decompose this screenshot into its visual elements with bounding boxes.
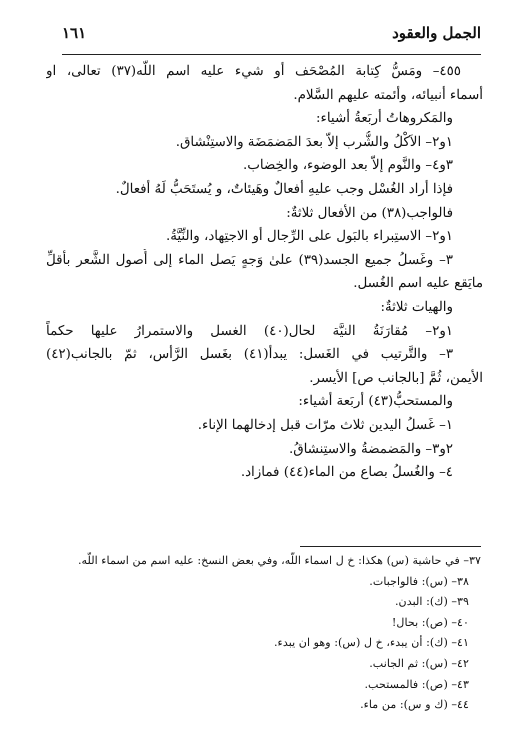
- footnote: ٣٩– (ك): البدن.: [395, 595, 469, 609]
- text-line: والمستحبُّ(٤٣) أربَعة أشياء:: [298, 394, 453, 410]
- text-line: ١و٢– الاَكْلُ والشُّرب إلاّ بعدَ المَضمَضَة والاستِنْشاق.: [175, 134, 453, 150]
- text-line: أسماء أنبيائه، وأئمته عليهم السَّلام.: [293, 87, 483, 103]
- text-line: ١– غَسلُ اليدين ثلاث مرّات قبل إدخالهما الإناء.: [197, 417, 453, 433]
- text-line: ٤٥٥– ومَسُّ كِتابة المُصْحَف أو شيء عليه اسم اللّه(٣٧) تعالى، او: [46, 64, 461, 79]
- footnote: ٤٣– (ص): فالمستحب.: [364, 677, 469, 691]
- footnote-rule: [300, 546, 481, 547]
- header-rule: [62, 54, 481, 55]
- footnote: ٤٠– (ص): بحال!: [391, 615, 469, 629]
- main-text: [46, 60, 483, 485]
- footnote: ٣٧– في حاشية (س) هكذا: خ ل اسماء اللّه، وفي بعض النسخ: عليه اسم من اسماء اللّه.: [77, 554, 481, 567]
- text-line: ١و٢– الاستِبراء بالبَول على الرِّجال أو الاجتِهاد، والنِّيَّةُ.: [165, 229, 453, 245]
- text-line: ١و٢– مُقارَنَةُ النيَّة لحال(٤٠) الغسل والاستمرارُ عليها حكماً: [46, 323, 453, 339]
- page-number: ١٦١: [62, 24, 87, 42]
- text-line: ٤– والغُسلُ بصاع من الماء(٤٤) فمازاد.: [240, 465, 453, 481]
- text-line: ٢و٣– والمَضمضةُ والاستِنشاقُ.: [288, 441, 453, 457]
- text-line: والهيات ثلاثةٌ:: [380, 299, 453, 315]
- footnotes: [46, 551, 481, 716]
- text-line: ٣و٤– والنَّوم إلاّ بعد الوضوء، والخِضاب.: [242, 158, 453, 174]
- text-line: الأيمن، ثُمَّ [بالجانب ص] الأيسر.: [309, 370, 483, 386]
- text-line: مايَقع عليه اسم الغُسل.: [353, 276, 483, 292]
- footnote: ٤١– (ك): أن يبدء، خ ل (س): وهو ان يبدء.: [274, 636, 469, 650]
- text-line: فالواجب(٣٨) من الأفعال ثلاثةٌ:: [286, 205, 453, 221]
- footnote: ٤٤– (ك و س): من ماء.: [360, 698, 469, 712]
- text-line: ٣– والتَّرتيب في الغَسل: يبدأ(٤١) بغَسل الرَّأس، ثمّ بالجانب(٤٢): [46, 347, 454, 363]
- text-line: والمَكروهاتُ أربَعةُ أشياء:: [316, 111, 453, 127]
- text-line: فإذا أراد الغُسْل وجب عليهِ أفعالٌ وهَيئاتٌ، و يُستَحَبُّ لَهُ أفعالٌ.: [115, 181, 453, 197]
- footnote: ٤٢– (س): ثم الجانب.: [369, 656, 469, 670]
- book-title: الجمل والعقود: [392, 24, 481, 42]
- footnote: ٣٨– (س): فالواجبات.: [369, 574, 469, 588]
- running-header: [62, 22, 481, 52]
- text-line: ٣– وغَسلُ جميع الجسد(٣٩) علىٰ وَجهٍ يَصل الماء إلى أُصول الشَّعر بأقلِّ: [46, 252, 453, 268]
